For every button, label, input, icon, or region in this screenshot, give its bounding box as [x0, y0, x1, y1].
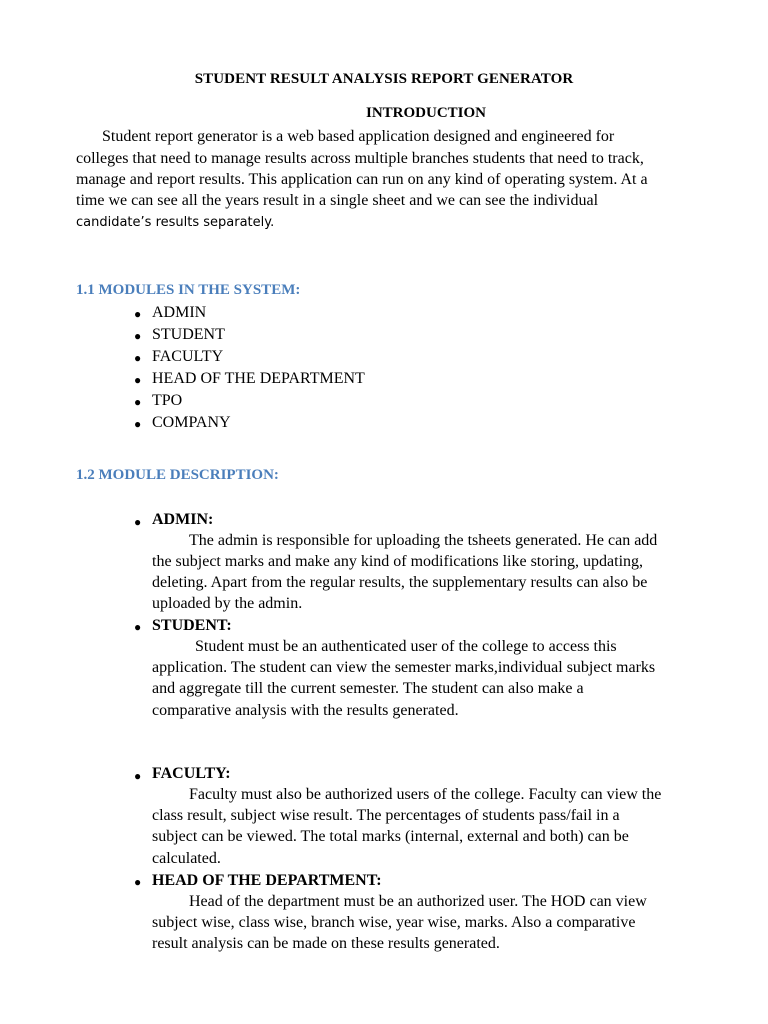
- bullet-icon: ●: [134, 351, 142, 365]
- description-line: calculated.: [152, 850, 221, 867]
- description-line: Student must be an authenticated user of the college to access this: [195, 638, 617, 655]
- description-line: Faculty must also be authorized users of the college. Faculty can view the: [189, 786, 662, 803]
- description-line: application. The student can view the semester marks,individual subject marks: [152, 659, 656, 676]
- module-item: STUDENT: [152, 326, 225, 343]
- bullet-icon: ●: [134, 515, 142, 529]
- description-line: the subject marks and make any kind of modifications like storing, updating,: [152, 553, 644, 570]
- description-line: subject can be viewed. The total marks (internal, external and both) can be: [152, 828, 629, 845]
- intro-line: colleges that need to manage results across multiple branches students that need to track,: [76, 150, 644, 167]
- bullet-icon: ●: [134, 307, 142, 321]
- description-heading: 1.2 MODULE DESCRIPTION:: [76, 467, 279, 483]
- description-title-faculty: FACULTY:: [152, 765, 231, 782]
- intro-line: Student report generator is a web based application designed and engineered for: [102, 128, 615, 145]
- module-item: HEAD OF THE DEPARTMENT: [152, 370, 365, 387]
- bullet-icon: ●: [134, 417, 142, 431]
- intro-line: manage and report results. This application can run on any kind of operating system. At a: [76, 171, 648, 188]
- bullet-icon: ●: [134, 875, 142, 889]
- modules-heading: 1.1 MODULES IN THE SYSTEM:: [76, 282, 301, 298]
- introduction-heading: INTRODUCTION: [366, 105, 487, 121]
- bullet-icon: ●: [134, 620, 142, 634]
- description-line: comparative analysis with the results generated.: [152, 702, 459, 719]
- description-line: uploaded by the admin.: [152, 595, 303, 612]
- description-line: The admin is responsible for uploading the tsheets generated. He can add: [189, 532, 658, 549]
- module-item: ADMIN: [152, 304, 207, 321]
- description-line: class result, subject wise result. The percentages of students pass/fail in a: [152, 807, 620, 824]
- module-item: COMPANY: [152, 414, 231, 431]
- description-line: result analysis can be made on these results generated.: [152, 935, 500, 952]
- bullet-icon: ●: [134, 769, 142, 783]
- description-title-admin: ADMIN:: [152, 511, 214, 528]
- description-title-hod: HEAD OF THE DEPARTMENT:: [152, 872, 382, 889]
- description-title-student: STUDENT:: [152, 617, 232, 634]
- intro-line: candidate’s results separately.: [76, 215, 275, 230]
- module-item: FACULTY: [152, 348, 224, 365]
- bullet-icon: ●: [134, 395, 142, 409]
- bullet-icon: ●: [134, 329, 142, 343]
- description-line: Head of the department must be an authorized user. The HOD can view: [189, 893, 647, 910]
- description-line: and aggregate till the current semester. The student can also make a: [152, 680, 584, 697]
- document-title: STUDENT RESULT ANALYSIS REPORT GENERATOR: [194, 71, 574, 87]
- bullet-icon: ●: [134, 373, 142, 387]
- module-item: TPO: [152, 392, 183, 409]
- description-line: deleting. Apart from the regular results, the supplementary results can also be: [152, 574, 648, 591]
- description-line: subject wise, class wise, branch wise, year wise, marks. Also a comparative: [152, 914, 636, 931]
- intro-line: time we can see all the years result in a single sheet and we can see the individual: [76, 192, 599, 209]
